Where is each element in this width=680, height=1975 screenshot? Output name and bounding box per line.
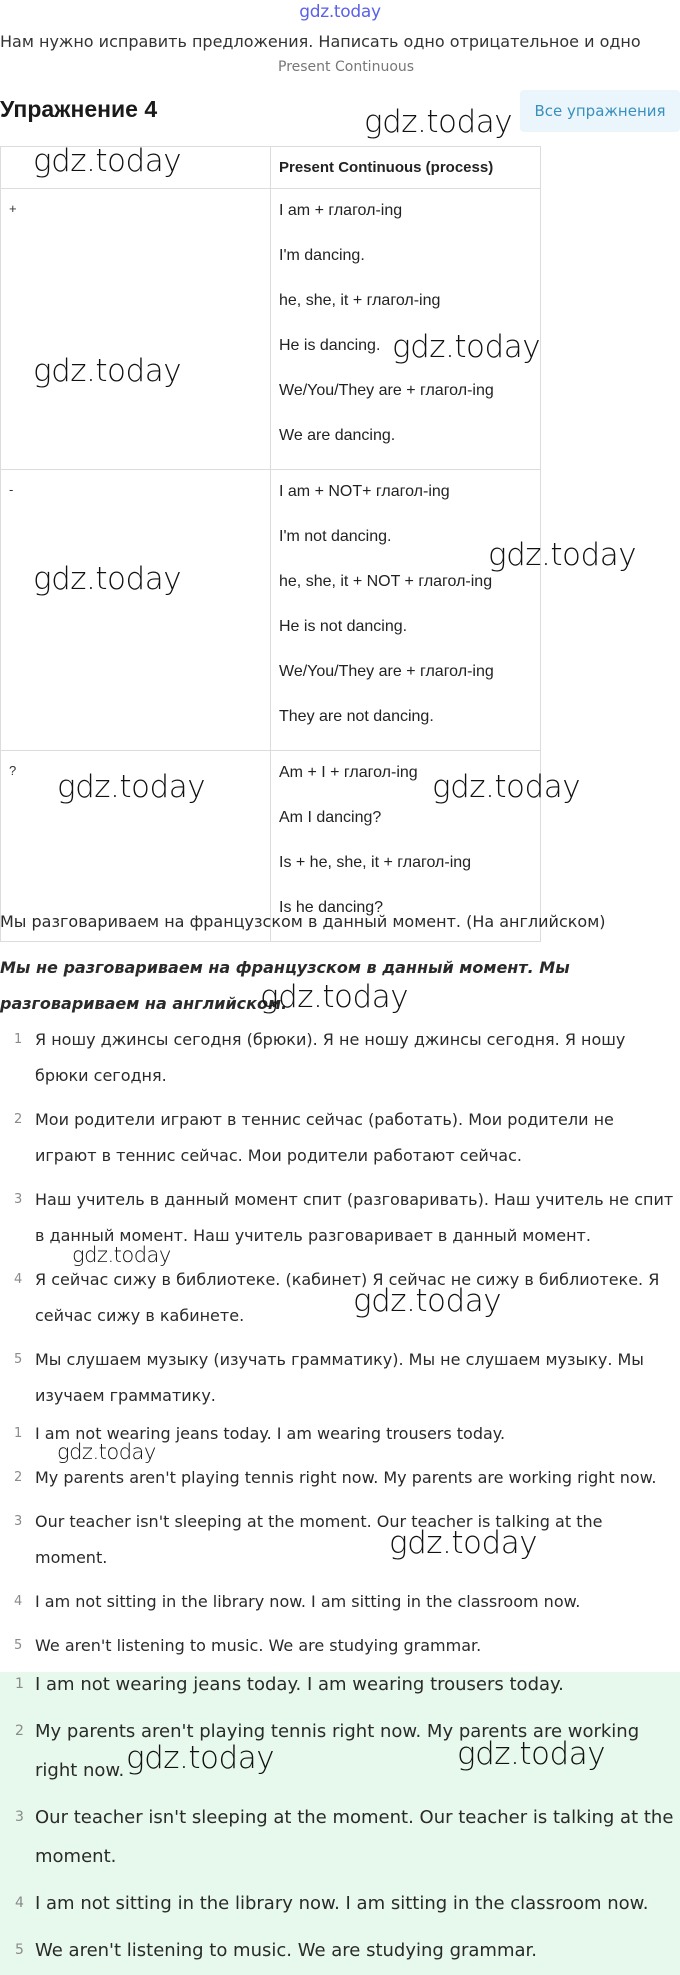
grammar-table xyxy=(0,146,541,942)
table-row-mark: ? xyxy=(1,751,271,942)
item-text: Мы слушаем музыку (изучать грамматику). Мы не слушаем музыку. Мы изучаем грамматику. xyxy=(35,1350,644,1405)
item-text: Я сейчас сижу в библиотеке. (кабинет) Я сейчас не сижу в библиотеке. Я сейчас сижу в кабинете. xyxy=(35,1270,660,1325)
watermark: gdz.today xyxy=(33,353,182,389)
item-number: 1 xyxy=(15,1676,24,1692)
intro-text: Нам нужно исправить предложения. Написать одно отрицательное и одно xyxy=(0,32,641,51)
list-item xyxy=(0,1460,680,1496)
table-header-empty-cell xyxy=(1,147,271,189)
grammar-line: They are not dancing. xyxy=(279,708,434,725)
item-text: Наш учитель в данный момент спит (разговаривать). Наш учитель не спит в данный момент. Наш учитель разговаривает в данный момент. xyxy=(35,1190,674,1245)
table-row xyxy=(1,189,541,470)
item-text: We aren't listening to music. We are studying grammar. xyxy=(35,1636,482,1655)
item-text: My parents aren't playing tennis right now. My parents are working right now. xyxy=(35,1721,640,1781)
watermark: gdz.today xyxy=(432,769,581,805)
item-number: 1 xyxy=(14,1032,23,1047)
site-logo[interactable]: gdz.today xyxy=(299,2,381,22)
grammar-line: Is + he, she, it + глагол-ing xyxy=(279,854,472,871)
russian-sentence-list xyxy=(0,1022,680,1414)
item-text: Мои родители играют в теннис сейчас (работать). Мои родители не играют в теннис сейчас. Мои родители работают сейчас. xyxy=(35,1110,614,1165)
item-number: 5 xyxy=(15,1942,24,1958)
table-row-lines xyxy=(271,189,541,470)
item-number: 3 xyxy=(14,1192,23,1207)
item-text: I am not sitting in the library now. I am sitting in the classroom now. xyxy=(35,1893,649,1914)
list-item xyxy=(0,1628,680,1664)
watermark: gdz.today xyxy=(57,769,206,805)
grammar-line: Is he dancing? xyxy=(279,899,384,916)
grammar-line: We/You/They are + глагол-ing xyxy=(279,382,494,399)
list-item xyxy=(0,1584,680,1620)
item-number: 4 xyxy=(14,1594,23,1609)
item-text: Я ношу джинсы сегодня (брюки). Я не ношу джинсы сегодня. Я ношу брюки сегодня. xyxy=(35,1030,626,1085)
cut-off-text: Present Continuous xyxy=(278,59,415,75)
item-number: 2 xyxy=(14,1112,23,1127)
list-item xyxy=(0,1182,680,1254)
grammar-line: We/You/They are + глагол-ing xyxy=(279,663,494,680)
grammar-line: he, she, it + глагол-ing xyxy=(279,292,441,309)
watermark: gdz.today xyxy=(57,1440,156,1464)
list-item xyxy=(0,1342,680,1414)
watermark: gdz.today xyxy=(33,561,182,597)
item-number: 2 xyxy=(15,1723,24,1739)
list-item xyxy=(0,1884,680,1923)
grammar-line: We are dancing. xyxy=(279,427,396,444)
watermark: gdz.today xyxy=(389,1525,538,1561)
table-row xyxy=(1,470,541,751)
example-task: Мы разговариваем на французском в данный момент. (На английском) xyxy=(0,912,606,931)
item-text: I am not wearing jeans today. I am wearing trousers today. xyxy=(35,1424,506,1443)
item-text: We aren't listening to music. We are studying grammar. xyxy=(35,1940,537,1961)
grammar-line: I am + NOT+ глагол-ing xyxy=(279,483,450,500)
list-item xyxy=(0,1665,680,1704)
list-item xyxy=(0,1262,680,1334)
table-row-mark: - xyxy=(1,470,271,751)
grammar-line: Am + I + глагол-ing xyxy=(279,764,418,781)
grammar-line: I am + глагол-ing xyxy=(279,202,403,219)
grammar-line: He is dancing. xyxy=(279,337,381,354)
item-number: 1 xyxy=(14,1426,23,1441)
list-item xyxy=(0,1712,680,1790)
watermark: gdz.today xyxy=(33,143,182,179)
item-number: 4 xyxy=(15,1895,24,1911)
grammar-table-container xyxy=(0,146,542,916)
watermark: gdz.today xyxy=(260,979,409,1015)
table-row-mark: + xyxy=(1,189,271,470)
table-row-lines xyxy=(271,470,541,751)
watermark: gdz.today xyxy=(488,537,637,573)
item-text: I am not sitting in the library now. I am sitting in the classroom now. xyxy=(35,1592,581,1611)
item-number: 3 xyxy=(14,1514,23,1529)
list-item xyxy=(0,1798,680,1876)
list-item xyxy=(0,1931,680,1970)
grammar-line: Am I dancing? xyxy=(279,809,382,826)
watermark: gdz.today xyxy=(72,1243,171,1267)
table-header-row xyxy=(1,147,541,189)
item-number: 5 xyxy=(14,1352,23,1367)
item-number: 3 xyxy=(15,1809,24,1825)
watermark: gdz.today xyxy=(392,329,541,365)
answer-sentence-list xyxy=(0,1665,680,1970)
grammar-line: I'm not dancing. xyxy=(279,528,392,545)
item-text: Our teacher isn't sleeping at the moment. Our teacher is talking at the moment. xyxy=(35,1512,603,1567)
item-text: My parents aren't playing tennis right now. My parents are working right now. xyxy=(35,1468,657,1487)
watermark: gdz.today xyxy=(353,1283,502,1319)
table-header: Present Continuous (process) xyxy=(271,147,541,189)
grammar-line: He is not dancing. xyxy=(279,618,408,635)
item-number: 4 xyxy=(14,1272,23,1287)
list-item xyxy=(0,1022,680,1094)
watermark: gdz.today xyxy=(457,1736,606,1772)
item-number: 5 xyxy=(14,1638,23,1653)
item-text: I am not wearing jeans today. I am wearing trousers today. xyxy=(35,1674,564,1695)
english-sentence-list xyxy=(0,1416,680,1664)
example-answer: Мы не разговариваем на французском в данный момент. Мы разговариваем на английском. xyxy=(0,958,570,1013)
all-exercises-button[interactable]: Все упражнения xyxy=(520,90,680,132)
list-item xyxy=(0,1102,680,1174)
list-item xyxy=(0,1504,680,1576)
watermark: gdz.today xyxy=(126,1740,275,1776)
watermark: gdz.today xyxy=(364,104,513,140)
exercise-title: Упражнение 4 xyxy=(0,96,158,122)
item-number: 2 xyxy=(14,1470,23,1485)
list-item xyxy=(0,1416,680,1452)
grammar-line: he, she, it + NOT + глагол-ing xyxy=(279,573,493,590)
item-text: Our teacher isn't sleeping at the moment. Our teacher is talking at the moment. xyxy=(35,1807,674,1867)
grammar-line: I'm dancing. xyxy=(279,247,365,264)
